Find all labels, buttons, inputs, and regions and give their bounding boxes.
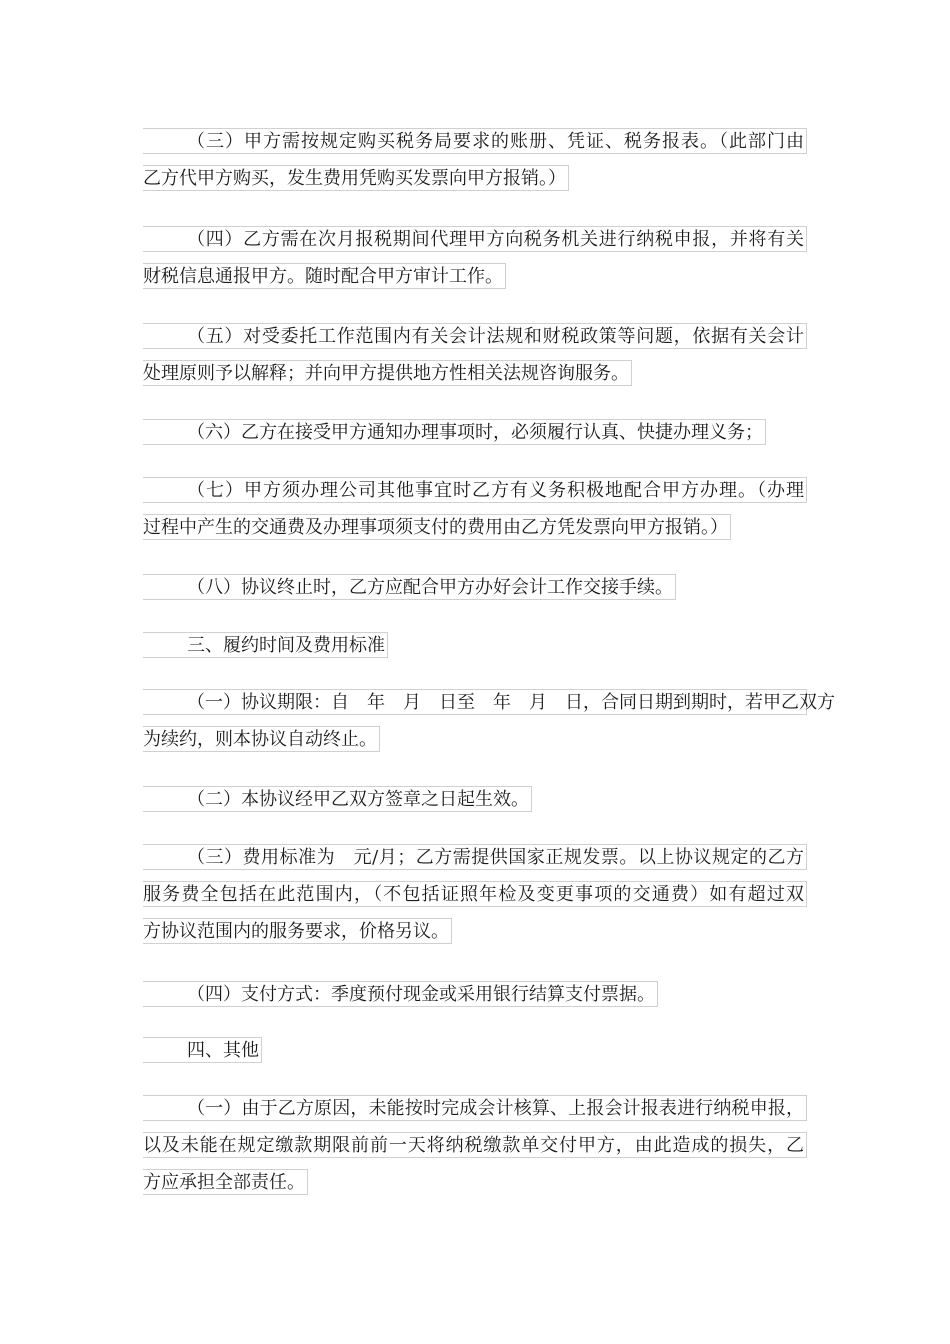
- paragraph-line: 过程中产生的交通费及办理事项须支付的费用由乙方凭发票向甲方报销。）: [143, 514, 731, 540]
- paragraph-line: 为续约，则本协议自动终止。: [143, 726, 380, 752]
- paragraph-line: （六）乙方在接受甲方通知办理事项时，必须履行认真、快捷办理义务；: [143, 419, 766, 445]
- paragraph-term: [143, 683, 835, 757]
- paragraph-effective: [143, 780, 532, 817]
- paragraph-line: （八）协议终止时，乙方应配合甲方办好会计工作交接手续。: [143, 574, 676, 600]
- paragraph-5-consulting: [143, 317, 807, 391]
- paragraph-line: （四）乙方需在次月报税期间代理甲方向税务机关进行纳税申报，并将有关: [143, 226, 807, 252]
- paragraph-line: 方应承担全部责任。: [143, 1169, 308, 1195]
- paragraph-line: （七）甲方须办理公司其他事宜时乙方有义务积极地配合甲方办理。（办理: [143, 477, 807, 503]
- paragraph-line: 服务费全包括在此范围内，（不包括证照年检及变更事项的交通费）如有超过双: [143, 881, 807, 907]
- paragraph-line: （一）由于乙方原因，未能按时完成会计核算、上报会计报表进行纳税申报，: [143, 1095, 807, 1121]
- paragraph-3-purchase-books: [143, 122, 807, 196]
- paragraph-liability: [143, 1089, 807, 1200]
- paragraph-8-termination: [143, 568, 676, 605]
- paragraph-line: （三）费用标准为 元/月；乙方需提供国家正规发票。以上协议规定的乙方: [143, 844, 807, 870]
- paragraph-line: （一）协议期限：自 年 月 日至 年 月 日，合同日期到期时，若甲乙双方: [143, 689, 807, 715]
- section-heading: 三、履约时间及费用标准: [143, 632, 388, 658]
- paragraph-6-obligations: [143, 413, 766, 450]
- paragraph-line: 方协议范围内的服务要求，价格另议。: [143, 918, 452, 944]
- section-heading: 四、其他: [143, 1037, 262, 1063]
- paragraph-line: （二）本协议经甲乙双方签章之日起生效。: [143, 786, 532, 812]
- paragraph-line: 乙方代甲方购买，发生费用凭购买发票向甲方报销。）: [143, 165, 569, 191]
- paragraph-4-tax-filing: [143, 220, 807, 294]
- paragraph-line: 处理原则予以解释；并向甲方提供地方性相关法规咨询服务。: [143, 360, 632, 386]
- paragraph-payment: [143, 975, 658, 1012]
- paragraph-line: （四）支付方式：季度预付现金或采用银行结算支付票据。: [143, 981, 658, 1007]
- paragraph-7-cooperation: [143, 471, 807, 545]
- paragraph-line: 财税信息通报甲方。随时配合甲方审计工作。: [143, 263, 506, 289]
- section-heading-3: [143, 626, 388, 663]
- paragraph-line: 以及未能在规定缴款期限前前一天将纳税缴款单交付甲方，由此造成的损失，乙: [143, 1132, 807, 1158]
- paragraph-fee-standard: [143, 838, 807, 949]
- section-heading-4: [143, 1031, 262, 1068]
- paragraph-line: （三）甲方需按规定购买税务局要求的账册、凭证、税务报表。（此部门由: [143, 128, 807, 154]
- paragraph-line: （五）对受委托工作范围内有关会计法规和财税政策等问题，依据有关会计: [143, 323, 807, 349]
